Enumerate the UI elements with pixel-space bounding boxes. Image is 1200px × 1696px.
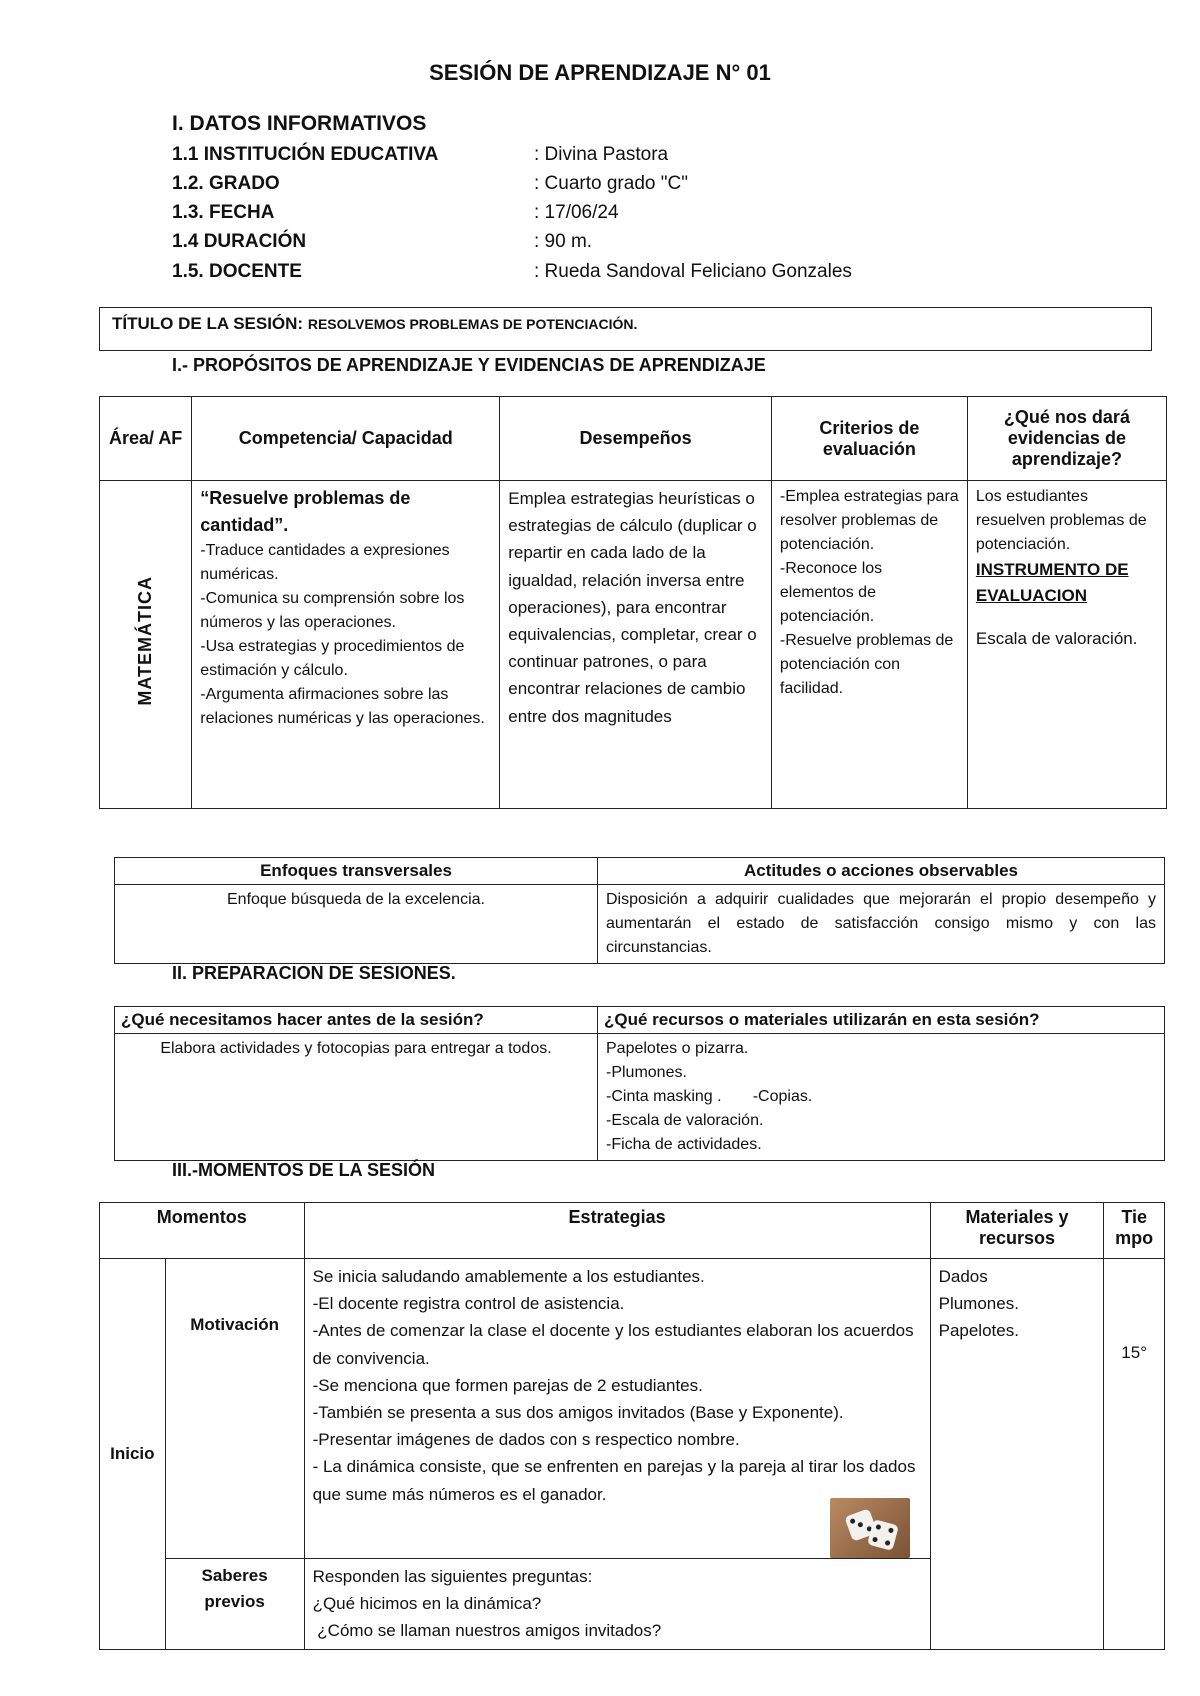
header-recursos: ¿Qué recursos o materiales utilizarán en esta sesión? — [598, 1007, 1165, 1034]
materiales-recursos-cell — [930, 1259, 1104, 1650]
momentos-heading: III.-MOMENTOS DE LA SESIÓN — [172, 1160, 436, 1180]
info-label: 1.2. GRADO — [172, 173, 280, 194]
info-value: : Divina Pastora — [534, 144, 669, 165]
strategy-line: -Antes de comenzar la clase el docente y los estudiantes elaboran los acuerdos de convivencia. — [312, 1321, 914, 1368]
strategy-line: -Presentar imágenes de dados con s respectico nombre. — [312, 1430, 740, 1450]
strategy-line: -Se menciona que formen parejas de 2 estudiantes. — [312, 1375, 703, 1395]
preparacion-table — [114, 1006, 1165, 1161]
material-item: Papelotes o pizarra. — [606, 1040, 749, 1057]
session-title-value: RESOLVEMOS PROBLEMAS DE POTENCIACIÓN. — [307, 316, 638, 332]
material-line: Dados — [938, 1267, 988, 1286]
material-line: Plumones. — [938, 1294, 1019, 1314]
saberes-line: ¿Cómo se llaman nuestros amigos invitados? — [312, 1621, 662, 1641]
criterio-item: -Resuelve problemas de potenciación con facilidad. — [779, 632, 954, 697]
area-cell — [100, 481, 192, 809]
tiempo-cell: 15° — [1104, 1259, 1165, 1650]
datos-heading: I. DATOS INFORMATIVOS — [172, 112, 427, 135]
header-tiempo: Tie mpo — [1104, 1203, 1165, 1259]
info-label: 1.4 DURACIÓN — [172, 231, 307, 252]
saberes-line: Responden las siguientes preguntas: — [312, 1567, 593, 1586]
header-actitudes: Actitudes o acciones observables — [598, 858, 1165, 885]
header-momentos: Momentos — [100, 1203, 305, 1259]
instrumento-label: INSTRUMENTO DE EVALUACION — [975, 560, 1129, 605]
header-enfoques: Enfoques transversales — [115, 858, 598, 885]
header-materiales: Materiales y recursos — [930, 1203, 1104, 1259]
info-value: : 17/06/24 — [534, 202, 619, 223]
header-estrategias: Estrategias — [304, 1203, 930, 1259]
header-area: Área/ AF — [100, 397, 192, 481]
info-label: 1.3. FECHA — [172, 202, 275, 223]
materiales-cell — [598, 1034, 1165, 1161]
info-value: : Cuarto grado "C" — [534, 173, 688, 194]
preparacion-heading: II. PREPARACION DE SESIONES. — [172, 963, 456, 983]
session-title-box — [99, 307, 1152, 351]
actitud-cell: Disposición a adquirir cualidades que mejorarán el propio desempeño y aumentarán el estado de satisfacción consigo mismo y con las circunstancias. — [598, 885, 1165, 964]
material-item: -Ficha de actividades. — [606, 1136, 762, 1153]
criterios-cell — [771, 481, 967, 809]
material-line: Papelotes. — [938, 1321, 1019, 1341]
capacidad-item: -Argumenta afirmaciones sobre las relaciones numéricas y las operaciones. — [200, 686, 485, 727]
page-title: SESIÓN DE APRENDIZAJE N° 01 — [429, 60, 771, 85]
evidencia-text: Los estudiantes resuelven problemas de potenciación. — [975, 488, 1147, 553]
enfoques-table — [114, 857, 1165, 964]
criterio-item: -Emplea estrategias para resolver problemas de potenciación. — [779, 488, 959, 553]
competencia-title: “Resuelve problemas de cantidad”. — [200, 488, 411, 535]
antes-cell: Elabora actividades y fotocopias para entregar a todos. — [115, 1034, 598, 1161]
info-value: : Rueda Sandoval Feliciano Gonzales — [534, 261, 852, 282]
motivacion-strategies — [304, 1259, 930, 1559]
header-antes: ¿Qué necesitamos hacer antes de la sesión? — [115, 1007, 598, 1034]
header-competencia: Competencia/ Capacidad — [192, 397, 500, 481]
info-value: : 90 m. — [534, 231, 593, 252]
enfoque-cell: Enfoque búsqueda de la excelencia. — [115, 885, 598, 964]
header-evidencias: ¿Qué nos dará evidencias de aprendizaje? — [967, 397, 1166, 481]
saberes-strategies — [304, 1559, 930, 1650]
strategy-line: -También se presenta a sus dos amigos invitados (Base y Exponente). — [312, 1402, 844, 1422]
motivacion-cell: Motivación — [165, 1259, 304, 1559]
material-item: -Plumones. — [606, 1064, 687, 1081]
competencia-cell — [192, 481, 500, 809]
strategy-line: - La dinámica consiste, que se enfrenten en parejas y la pareja al tirar los dados que sume más números es el ganador. — [312, 1457, 916, 1504]
session-title-label: TÍTULO DE LA SESIÓN: — [112, 314, 304, 333]
strategy-line: -El docente registra control de asistencia. — [312, 1294, 625, 1314]
evidencias-cell — [967, 481, 1166, 809]
propositos-heading: I.- PROPÓSITOS DE APRENDIZAJE Y EVIDENCIAS DE APRENDIZAJE — [172, 355, 766, 375]
material-item: -Escala de valoración. — [606, 1112, 764, 1129]
momentos-table — [99, 1202, 1165, 1650]
info-label: 1.1 INSTITUCIÓN EDUCATIVA — [172, 144, 439, 165]
propositos-table — [99, 396, 1167, 809]
saberes-line: ¿Qué hicimos en la dinámica? — [312, 1594, 542, 1614]
material-item: -Cinta masking . -Copias. — [606, 1088, 813, 1105]
info-label: 1.5. DOCENTE — [172, 261, 302, 282]
header-desempenos: Desempeños — [500, 397, 772, 481]
capacidad-item: -Traduce cantidades a expresiones numéricas. — [200, 542, 450, 583]
die-icon — [867, 1519, 899, 1551]
instrumento-value: Escala de valoración. — [975, 629, 1138, 648]
capacidad-item: -Usa estrategias y procedimientos de estimación y cálculo. — [200, 638, 465, 679]
desempeno-cell: Emplea estrategias heurísticas o estrategias de cálculo (duplicar o repartir en cada lado de la igualdad, relación inversa entre operaciones), para encontrar equivalencias, completar, crear o continuar patrones, o para encontrar relaciones de cambio entre dos magnitudes — [500, 481, 772, 809]
strategy-line: Se inicia saludando amablemente a los estudiantes. — [312, 1267, 705, 1286]
capacidad-item: -Comunica su comprensión sobre los números y las operaciones. — [200, 590, 465, 631]
criterio-item: -Reconoce los elementos de potenciación. — [779, 560, 883, 625]
area-label: MATEMÁTICA — [135, 575, 156, 706]
saberes-cell: Saberes previos — [165, 1559, 304, 1650]
dice-image — [830, 1498, 910, 1558]
inicio-cell: Inicio — [100, 1259, 166, 1650]
header-criterios: Criterios de evaluación — [771, 397, 967, 481]
